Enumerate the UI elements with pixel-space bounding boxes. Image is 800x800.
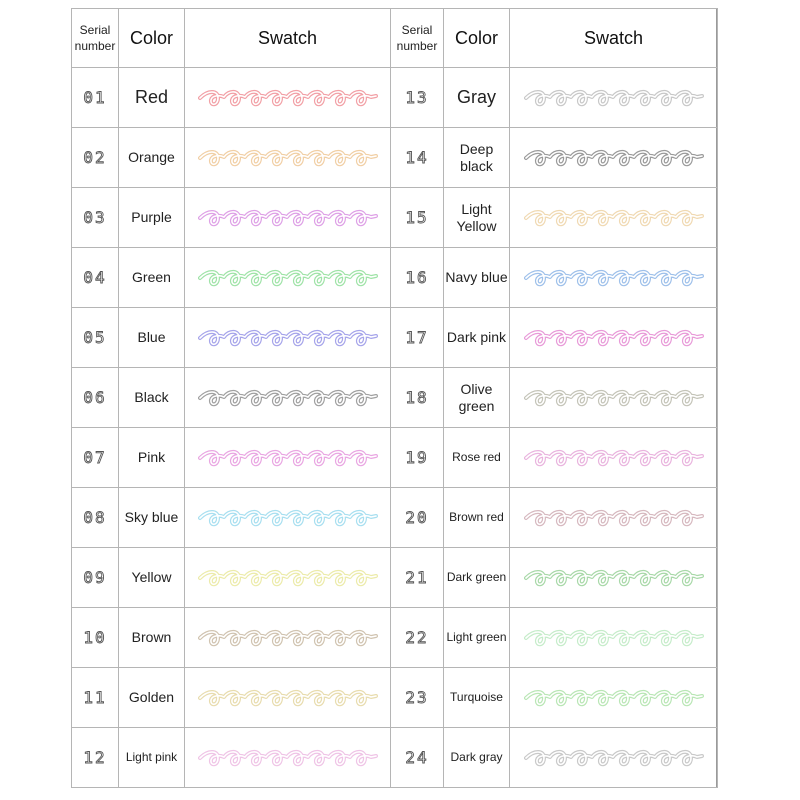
color-name-cell bbox=[119, 488, 185, 548]
table-row bbox=[72, 608, 718, 668]
serial-number: 17 bbox=[405, 327, 429, 347]
serial-number: 11 bbox=[83, 687, 107, 707]
color-name-cell bbox=[119, 668, 185, 728]
header-serial-label: Serial number bbox=[396, 23, 438, 53]
swatch-cell bbox=[510, 68, 718, 128]
serial-number: 04 bbox=[83, 267, 107, 287]
color-name: Blue bbox=[137, 329, 166, 345]
color-name-cell bbox=[444, 668, 510, 728]
color-chart-sheet bbox=[71, 8, 717, 788]
swatch-cell bbox=[510, 728, 718, 788]
color-name-cell bbox=[119, 128, 185, 188]
color-name-cell bbox=[444, 428, 510, 488]
header-serial-label: Serial number bbox=[74, 23, 116, 53]
serial-cell bbox=[72, 428, 119, 488]
serial-number: 06 bbox=[83, 387, 107, 407]
swatch-cell bbox=[185, 428, 391, 488]
serial-cell bbox=[391, 368, 444, 428]
header-color-right bbox=[444, 9, 510, 68]
serial-number: 15 bbox=[405, 207, 429, 227]
color-name: Green bbox=[132, 269, 171, 285]
swatch-cell bbox=[510, 128, 718, 188]
swatch-squiggle bbox=[198, 566, 378, 590]
serial-number: 03 bbox=[83, 207, 107, 227]
color-name: Rose red bbox=[452, 450, 501, 464]
serial-number: 05 bbox=[83, 327, 107, 347]
table-row bbox=[72, 188, 718, 248]
serial-number: 16 bbox=[405, 267, 429, 287]
swatch-cell bbox=[185, 488, 391, 548]
color-name-cell bbox=[119, 428, 185, 488]
serial-cell bbox=[72, 368, 119, 428]
color-name-cell bbox=[444, 128, 510, 188]
header-serial-left bbox=[72, 9, 119, 68]
color-name: Gray bbox=[456, 87, 496, 107]
swatch-squiggle bbox=[524, 446, 704, 470]
color-name: Dark gray bbox=[450, 750, 503, 764]
swatch-cell bbox=[185, 68, 391, 128]
serial-cell bbox=[391, 68, 444, 128]
color-name: Brown red bbox=[449, 510, 504, 524]
serial-cell bbox=[72, 488, 119, 548]
color-name-cell bbox=[444, 68, 510, 128]
swatch-squiggle bbox=[198, 146, 378, 170]
table-row bbox=[72, 428, 718, 488]
swatch-squiggle bbox=[198, 386, 378, 410]
swatch-cell bbox=[185, 728, 391, 788]
header-row bbox=[72, 9, 718, 68]
swatch-squiggle bbox=[524, 566, 704, 590]
serial-cell bbox=[72, 128, 119, 188]
serial-number: 14 bbox=[405, 147, 429, 167]
serial-cell bbox=[391, 248, 444, 308]
serial-cell bbox=[391, 188, 444, 248]
swatch-squiggle bbox=[524, 746, 704, 770]
color-name: Turquoise bbox=[450, 690, 503, 704]
serial-number: 08 bbox=[83, 507, 107, 527]
swatch-squiggle bbox=[198, 206, 378, 230]
swatch-cell bbox=[510, 368, 718, 428]
color-name: Orange bbox=[128, 149, 175, 165]
serial-cell bbox=[391, 488, 444, 548]
header-swatch-left bbox=[185, 9, 391, 68]
swatch-squiggle bbox=[198, 326, 378, 350]
serial-cell bbox=[391, 608, 444, 668]
swatch-squiggle bbox=[198, 686, 378, 710]
serial-cell bbox=[391, 548, 444, 608]
swatch-squiggle bbox=[524, 626, 704, 650]
swatch-squiggle bbox=[198, 446, 378, 470]
table-row bbox=[72, 68, 718, 128]
table-row bbox=[72, 308, 718, 368]
swatch-cell bbox=[185, 608, 391, 668]
header-color-left bbox=[119, 9, 185, 68]
serial-cell bbox=[391, 308, 444, 368]
serial-number: 10 bbox=[83, 627, 107, 647]
color-name: Yellow bbox=[131, 569, 172, 585]
color-name: Deep black bbox=[459, 140, 494, 174]
color-name: Dark pink bbox=[446, 329, 507, 345]
serial-number: 13 bbox=[405, 87, 429, 107]
color-name: Navy blue bbox=[445, 269, 508, 285]
color-name: Golden bbox=[128, 689, 175, 705]
header-color-label: Color bbox=[129, 27, 173, 48]
swatch-cell bbox=[510, 488, 718, 548]
color-name-cell bbox=[119, 728, 185, 788]
swatch-squiggle bbox=[524, 506, 704, 530]
color-name-cell bbox=[444, 548, 510, 608]
table-row bbox=[72, 728, 718, 788]
swatch-cell bbox=[510, 308, 718, 368]
header-swatch-label: Swatch bbox=[257, 27, 318, 48]
swatch-cell bbox=[185, 548, 391, 608]
color-name-cell bbox=[119, 608, 185, 668]
color-name-cell bbox=[444, 728, 510, 788]
serial-cell bbox=[391, 668, 444, 728]
serial-cell bbox=[72, 728, 119, 788]
serial-number: 07 bbox=[83, 447, 107, 467]
color-name: Red bbox=[134, 87, 169, 107]
swatch-cell bbox=[185, 188, 391, 248]
swatch-squiggle bbox=[198, 506, 378, 530]
header-serial-right bbox=[391, 9, 444, 68]
color-name: Dark green bbox=[446, 570, 507, 584]
swatch-squiggle bbox=[524, 266, 704, 290]
color-name-cell bbox=[119, 548, 185, 608]
color-name-cell bbox=[444, 308, 510, 368]
swatch-squiggle bbox=[524, 326, 704, 350]
swatch-cell bbox=[510, 668, 718, 728]
swatch-cell bbox=[185, 308, 391, 368]
serial-cell bbox=[72, 308, 119, 368]
color-name-cell bbox=[444, 248, 510, 308]
swatch-squiggle bbox=[524, 386, 704, 410]
color-name: Purple bbox=[131, 209, 172, 225]
table-row bbox=[72, 368, 718, 428]
swatch-cell bbox=[510, 428, 718, 488]
swatch-squiggle bbox=[524, 146, 704, 170]
serial-number: 23 bbox=[405, 687, 429, 707]
color-name-cell bbox=[444, 368, 510, 428]
swatch-squiggle bbox=[524, 86, 704, 110]
serial-cell bbox=[72, 248, 119, 308]
swatch-cell bbox=[185, 668, 391, 728]
serial-cell bbox=[391, 728, 444, 788]
table-row bbox=[72, 128, 718, 188]
color-name: Pink bbox=[137, 449, 166, 465]
color-name-cell bbox=[119, 308, 185, 368]
serial-number: 12 bbox=[83, 747, 107, 767]
serial-cell bbox=[391, 428, 444, 488]
color-name-cell bbox=[444, 188, 510, 248]
swatch-cell bbox=[510, 608, 718, 668]
color-name: Brown bbox=[131, 629, 172, 645]
color-name-cell bbox=[119, 68, 185, 128]
serial-cell bbox=[72, 608, 119, 668]
color-name: Light green bbox=[446, 630, 507, 644]
color-name-cell bbox=[119, 248, 185, 308]
serial-number: 01 bbox=[83, 87, 107, 107]
swatch-cell bbox=[510, 188, 718, 248]
swatch-cell bbox=[185, 248, 391, 308]
swatch-cell bbox=[185, 368, 391, 428]
serial-number: 24 bbox=[405, 747, 429, 767]
swatch-squiggle bbox=[198, 266, 378, 290]
table-row bbox=[72, 668, 718, 728]
color-name: Olive green bbox=[458, 380, 495, 414]
header-color-label: Color bbox=[454, 27, 498, 48]
serial-cell bbox=[72, 68, 119, 128]
serial-number: 20 bbox=[405, 507, 429, 527]
serial-number: 21 bbox=[405, 567, 429, 587]
color-name: Sky blue bbox=[124, 509, 179, 525]
serial-cell bbox=[72, 668, 119, 728]
header-swatch-right bbox=[510, 9, 718, 68]
color-name: Light pink bbox=[125, 750, 178, 764]
table-row bbox=[72, 248, 718, 308]
swatch-cell bbox=[510, 248, 718, 308]
color-name-cell bbox=[119, 368, 185, 428]
color-name-cell bbox=[119, 188, 185, 248]
table-row bbox=[72, 548, 718, 608]
serial-cell bbox=[391, 128, 444, 188]
swatch-squiggle bbox=[198, 746, 378, 770]
serial-number: 22 bbox=[405, 627, 429, 647]
swatch-squiggle bbox=[198, 86, 378, 110]
serial-cell bbox=[72, 188, 119, 248]
serial-number: 18 bbox=[405, 387, 429, 407]
color-name: Light Yellow bbox=[456, 200, 497, 234]
color-name-cell bbox=[444, 488, 510, 548]
swatch-cell bbox=[185, 128, 391, 188]
color-chart-table bbox=[71, 8, 718, 788]
color-name: Black bbox=[134, 389, 169, 405]
swatch-squiggle bbox=[524, 206, 704, 230]
swatch-squiggle bbox=[198, 626, 378, 650]
serial-number: 02 bbox=[83, 147, 107, 167]
swatch-squiggle bbox=[524, 686, 704, 710]
serial-cell bbox=[72, 548, 119, 608]
color-name-cell bbox=[444, 608, 510, 668]
table-row bbox=[72, 488, 718, 548]
swatch-cell bbox=[510, 548, 718, 608]
serial-number: 19 bbox=[405, 447, 429, 467]
header-swatch-label: Swatch bbox=[583, 27, 644, 48]
serial-number: 09 bbox=[83, 567, 107, 587]
